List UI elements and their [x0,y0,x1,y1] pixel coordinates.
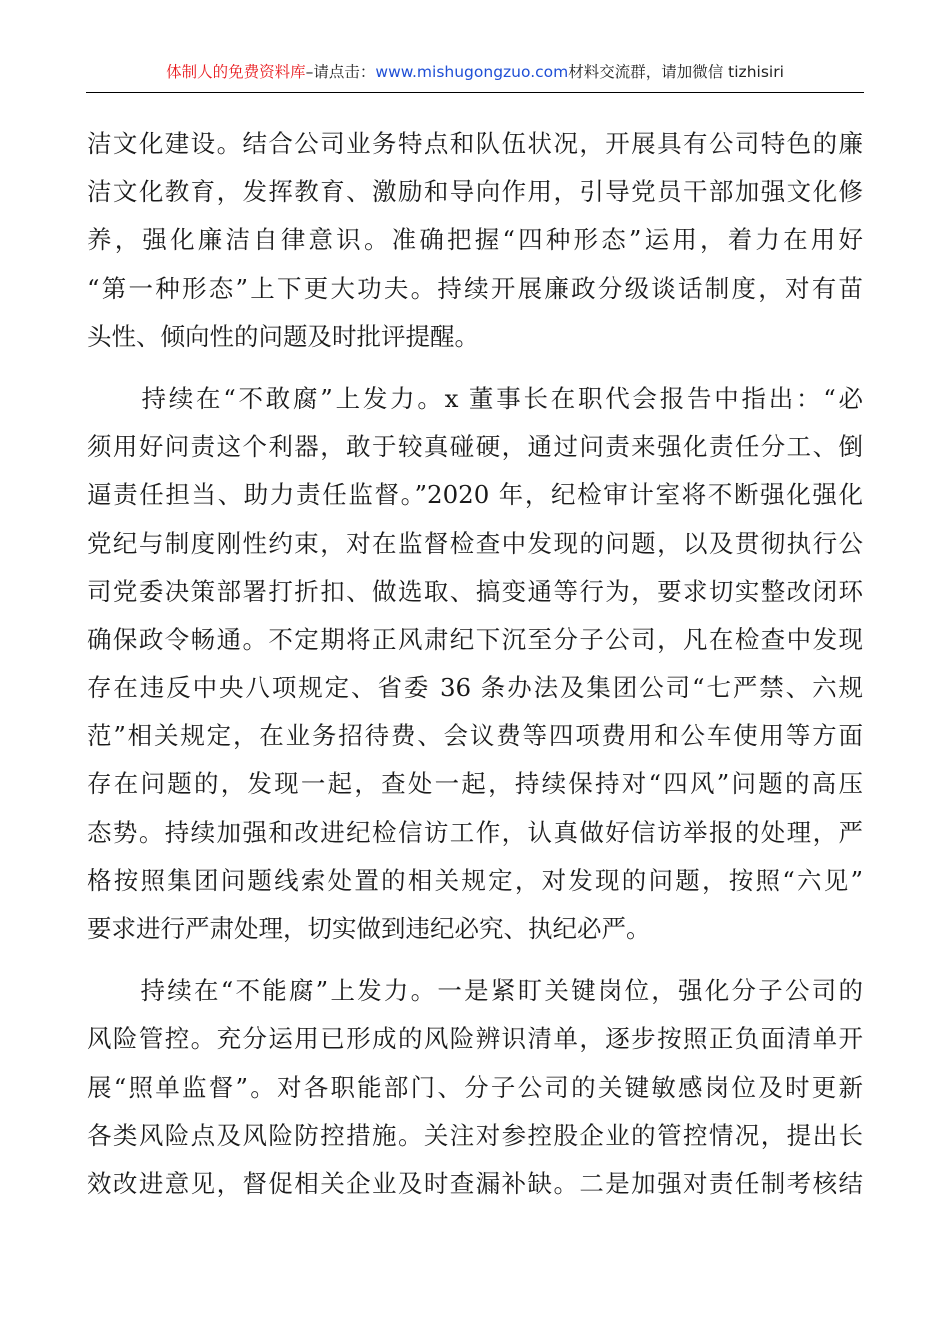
header-brand-link[interactable]: 体制人的免费资料库 [166,63,306,81]
text-line: 党纪与制度刚性约束，对在监督检查中发现的问题，以及贯彻执行公 [87,528,863,558]
text-line: 须用好问责这个利器，敢于较真碰硬，通过问责来强化责任分工、倒 [87,432,863,462]
header-wechat-text: 材料交流群，请加微信 tizhisiri [568,63,784,81]
text-line: “第一种形态”上下更大功夫。持续开展廉政分级谈话制度，对有苗 [87,273,863,303]
text-line: 洁文化教育，发挥教育、激励和导向作用，引导党员干部加强文化修 [87,177,863,207]
text-line: 养，强化廉洁自律意识。准确把握“四种形态”运用，着力在用好 [87,225,863,255]
text-line: 存在问题的，发现一起，查处一起，持续保持对“四风”问题的高压 [87,769,863,799]
paragraph-2 [87,375,863,953]
text-line: 格按照集团问题线索处置的相关规定，对发现的问题，按照“六见” [87,865,863,895]
text-line: 洁文化建设。结合公司业务特点和队伍状况，开展具有公司特色的廉 [87,129,863,158]
text-line: 确保政令畅通。不定期将正风肃纪下沉至分子公司，凡在检查中发现 [87,624,863,654]
text-line: 态势。持续加强和改进纪检信访工作，认真做好信访举报的处理，严 [87,817,863,847]
header-url-link[interactable]: www.mishugongzuo.com [375,63,569,81]
text-line: 持续在“不敢腐”上发力。x 董事长在职代会报告中指出：“必 [87,383,863,413]
text-line: 要求进行严肃处理，切实做到违纪必究、执纪必严。 [87,914,651,943]
text-line: 存在违反中央八项规定、省委 36 条办法及集团公司“七严禁、六规 [87,673,863,703]
paragraph-gap [87,361,863,375]
paragraph-3 [87,967,863,1208]
text-line: 各类风险点及风险防控措施。关注对参控股企业的管控情况，提出长 [87,1120,863,1150]
paragraph-gap [87,953,863,967]
paragraph-1 [87,120,863,361]
text-line: 范”相关规定，在业务招待费、会议费等四项费用和公车使用等方面 [87,721,863,751]
text-line: 司党委决策部署打折扣、做选取、搞变通等行为，要求切实整改闭环 [87,576,863,606]
page-header [86,58,864,93]
text-line: 持续在“不能腐”上发力。一是紧盯关键岗位，强化分子公司的 [87,976,863,1006]
text-line: 逼责任担当、助力责任监督。”2020 年，纪检审计室将不断强化强化 [87,480,863,510]
text-line: 风险管控。充分运用已形成的风险辨识清单，逐步按照正负面清单开 [87,1024,863,1054]
document-body [87,120,863,1208]
text-line: 效改进意见，督促相关企业及时查漏补缺。二是加强对责任制考核结 [87,1168,863,1198]
text-line: 展“照单监督”。对各职能部门、分子公司的关键敏感岗位及时更新 [87,1072,863,1102]
header-click-text: –请点击： [305,63,376,81]
text-line: 头性、倾向性的问题及时批评提醒。 [87,321,479,351]
